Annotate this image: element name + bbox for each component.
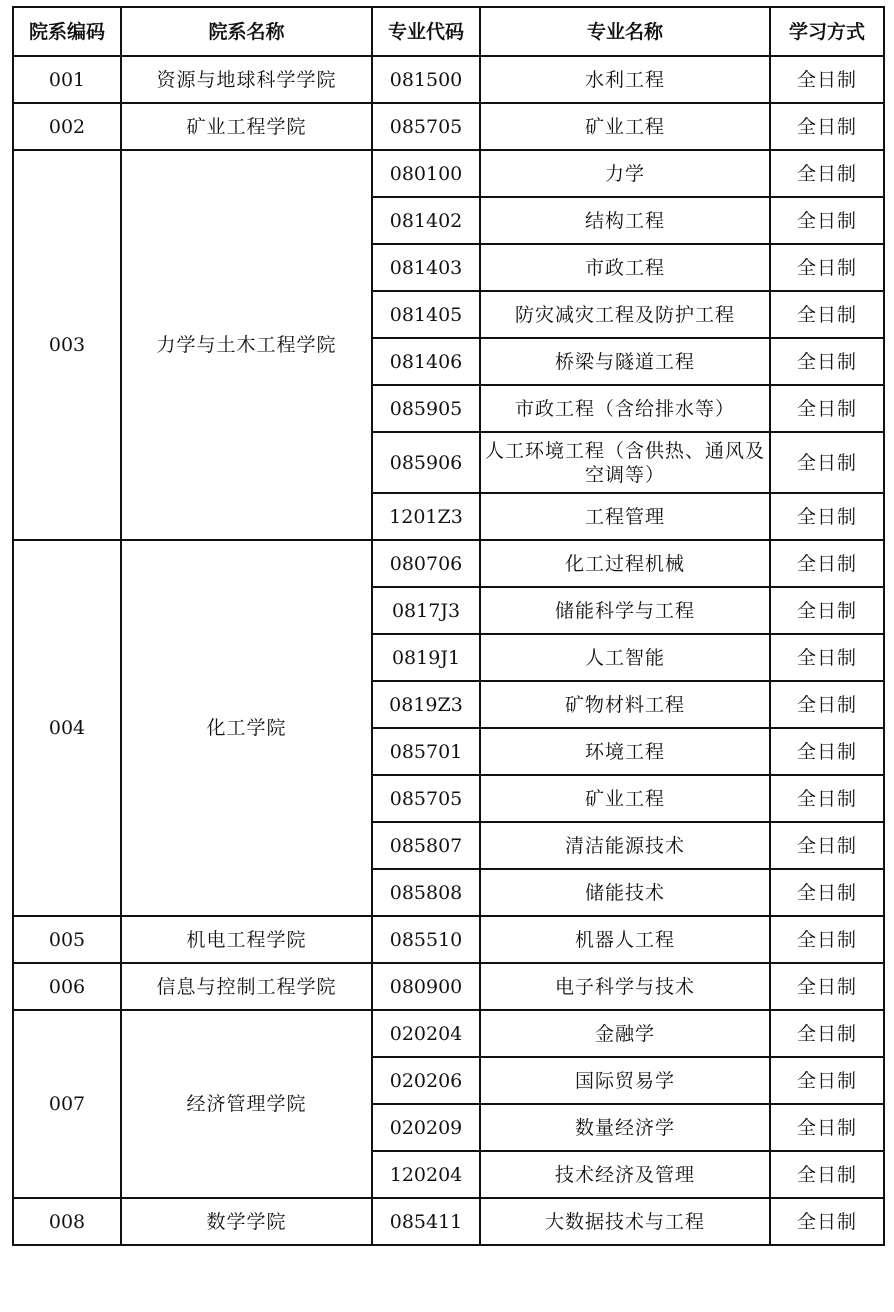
major-name-cell: 桥梁与隧道工程 — [480, 338, 770, 385]
dept-name-cell: 机电工程学院 — [121, 916, 372, 963]
major-name-cell: 储能科学与工程 — [480, 587, 770, 634]
major-code-cell: 080900 — [372, 963, 480, 1010]
major-code-cell: 0817J3 — [372, 587, 480, 634]
study-mode-cell: 全日制 — [770, 103, 884, 150]
study-mode-cell: 全日制 — [770, 681, 884, 728]
table-row — [13, 540, 884, 587]
study-mode-cell: 全日制 — [770, 1104, 884, 1151]
dept-name-cell: 信息与控制工程学院 — [121, 963, 372, 1010]
dept-code-cell: 007 — [13, 1010, 121, 1198]
major-code-cell: 120204 — [372, 1151, 480, 1198]
majors-table — [12, 6, 885, 1246]
header-row — [13, 7, 884, 56]
dept-name-cell: 经济管理学院 — [121, 1010, 372, 1198]
dept-code-cell: 006 — [13, 963, 121, 1010]
dept-name-cell: 数学学院 — [121, 1198, 372, 1245]
study-mode-cell: 全日制 — [770, 822, 884, 869]
table-row — [13, 103, 884, 150]
major-code-cell: 081405 — [372, 291, 480, 338]
major-name-cell: 大数据技术与工程 — [480, 1198, 770, 1245]
study-mode-cell: 全日制 — [770, 244, 884, 291]
study-mode-cell: 全日制 — [770, 493, 884, 540]
study-mode-cell: 全日制 — [770, 1198, 884, 1245]
dept-name-cell: 力学与土木工程学院 — [121, 150, 372, 540]
major-name-cell: 金融学 — [480, 1010, 770, 1057]
study-mode-cell: 全日制 — [770, 197, 884, 244]
study-mode-cell: 全日制 — [770, 1057, 884, 1104]
major-name-cell: 电子科学与技术 — [480, 963, 770, 1010]
major-name-cell: 机器人工程 — [480, 916, 770, 963]
major-code-cell: 085808 — [372, 869, 480, 916]
dept-name-cell: 矿业工程学院 — [121, 103, 372, 150]
table-row — [13, 1010, 884, 1057]
major-name-cell: 工程管理 — [480, 493, 770, 540]
major-code-cell: 020209 — [372, 1104, 480, 1151]
major-code-cell: 0819J1 — [372, 634, 480, 681]
header-dept-code: 院系编码 — [13, 7, 121, 56]
major-code-cell: 085701 — [372, 728, 480, 775]
study-mode-cell: 全日制 — [770, 869, 884, 916]
table-body — [13, 56, 884, 1245]
study-mode-cell: 全日制 — [770, 150, 884, 197]
major-name-cell: 矿业工程 — [480, 103, 770, 150]
study-mode-cell: 全日制 — [770, 1151, 884, 1198]
major-code-cell: 085411 — [372, 1198, 480, 1245]
major-code-cell: 085807 — [372, 822, 480, 869]
major-name-cell: 储能技术 — [480, 869, 770, 916]
dept-name-cell: 资源与地球科学学院 — [121, 56, 372, 103]
major-code-cell: 085510 — [372, 916, 480, 963]
major-name-cell: 市政工程 — [480, 244, 770, 291]
major-name-cell: 结构工程 — [480, 197, 770, 244]
dept-code-cell: 001 — [13, 56, 121, 103]
study-mode-cell: 全日制 — [770, 432, 884, 493]
major-code-cell: 080100 — [372, 150, 480, 197]
study-mode-cell: 全日制 — [770, 963, 884, 1010]
major-name-cell: 国际贸易学 — [480, 1057, 770, 1104]
study-mode-cell: 全日制 — [770, 916, 884, 963]
major-code-cell: 0819Z3 — [372, 681, 480, 728]
table-row — [13, 916, 884, 963]
major-name-cell: 市政工程（含给排水等） — [480, 385, 770, 432]
major-name-cell: 人工智能 — [480, 634, 770, 681]
table-row — [13, 150, 884, 197]
major-code-cell: 085906 — [372, 432, 480, 493]
study-mode-cell: 全日制 — [770, 56, 884, 103]
table-row — [13, 1198, 884, 1245]
header-dept-name: 院系名称 — [121, 7, 372, 56]
major-name-cell: 防灾减灾工程及防护工程 — [480, 291, 770, 338]
study-mode-cell: 全日制 — [770, 291, 884, 338]
study-mode-cell: 全日制 — [770, 587, 884, 634]
major-name-cell: 化工过程机械 — [480, 540, 770, 587]
dept-code-cell: 004 — [13, 540, 121, 916]
header-study-mode: 学习方式 — [770, 7, 884, 56]
study-mode-cell: 全日制 — [770, 728, 884, 775]
major-name-cell: 技术经济及管理 — [480, 1151, 770, 1198]
major-code-cell: 1201Z3 — [372, 493, 480, 540]
dept-code-cell: 008 — [13, 1198, 121, 1245]
major-name-cell: 数量经济学 — [480, 1104, 770, 1151]
dept-code-cell: 005 — [13, 916, 121, 963]
major-name-cell: 清洁能源技术 — [480, 822, 770, 869]
study-mode-cell: 全日制 — [770, 634, 884, 681]
study-mode-cell: 全日制 — [770, 338, 884, 385]
dept-name-cell: 化工学院 — [121, 540, 372, 916]
study-mode-cell: 全日制 — [770, 540, 884, 587]
table-row — [13, 56, 884, 103]
major-code-cell: 080706 — [372, 540, 480, 587]
study-mode-cell: 全日制 — [770, 775, 884, 822]
study-mode-cell: 全日制 — [770, 385, 884, 432]
major-name-cell: 矿业工程 — [480, 775, 770, 822]
major-code-cell: 081403 — [372, 244, 480, 291]
dept-code-cell: 002 — [13, 103, 121, 150]
major-name-cell: 力学 — [480, 150, 770, 197]
header-major-name: 专业名称 — [480, 7, 770, 56]
major-name-cell: 水利工程 — [480, 56, 770, 103]
major-code-cell: 085705 — [372, 103, 480, 150]
table-row — [13, 963, 884, 1010]
major-name-cell: 人工环境工程（含供热、通风及空调等） — [480, 432, 770, 493]
major-code-cell: 085705 — [372, 775, 480, 822]
major-code-cell: 081500 — [372, 56, 480, 103]
dept-code-cell: 003 — [13, 150, 121, 540]
header-major-code: 专业代码 — [372, 7, 480, 56]
major-code-cell: 081402 — [372, 197, 480, 244]
study-mode-cell: 全日制 — [770, 1010, 884, 1057]
major-code-cell: 085905 — [372, 385, 480, 432]
major-code-cell: 020204 — [372, 1010, 480, 1057]
major-name-cell: 矿物材料工程 — [480, 681, 770, 728]
major-name-cell: 环境工程 — [480, 728, 770, 775]
major-code-cell: 020206 — [372, 1057, 480, 1104]
major-code-cell: 081406 — [372, 338, 480, 385]
